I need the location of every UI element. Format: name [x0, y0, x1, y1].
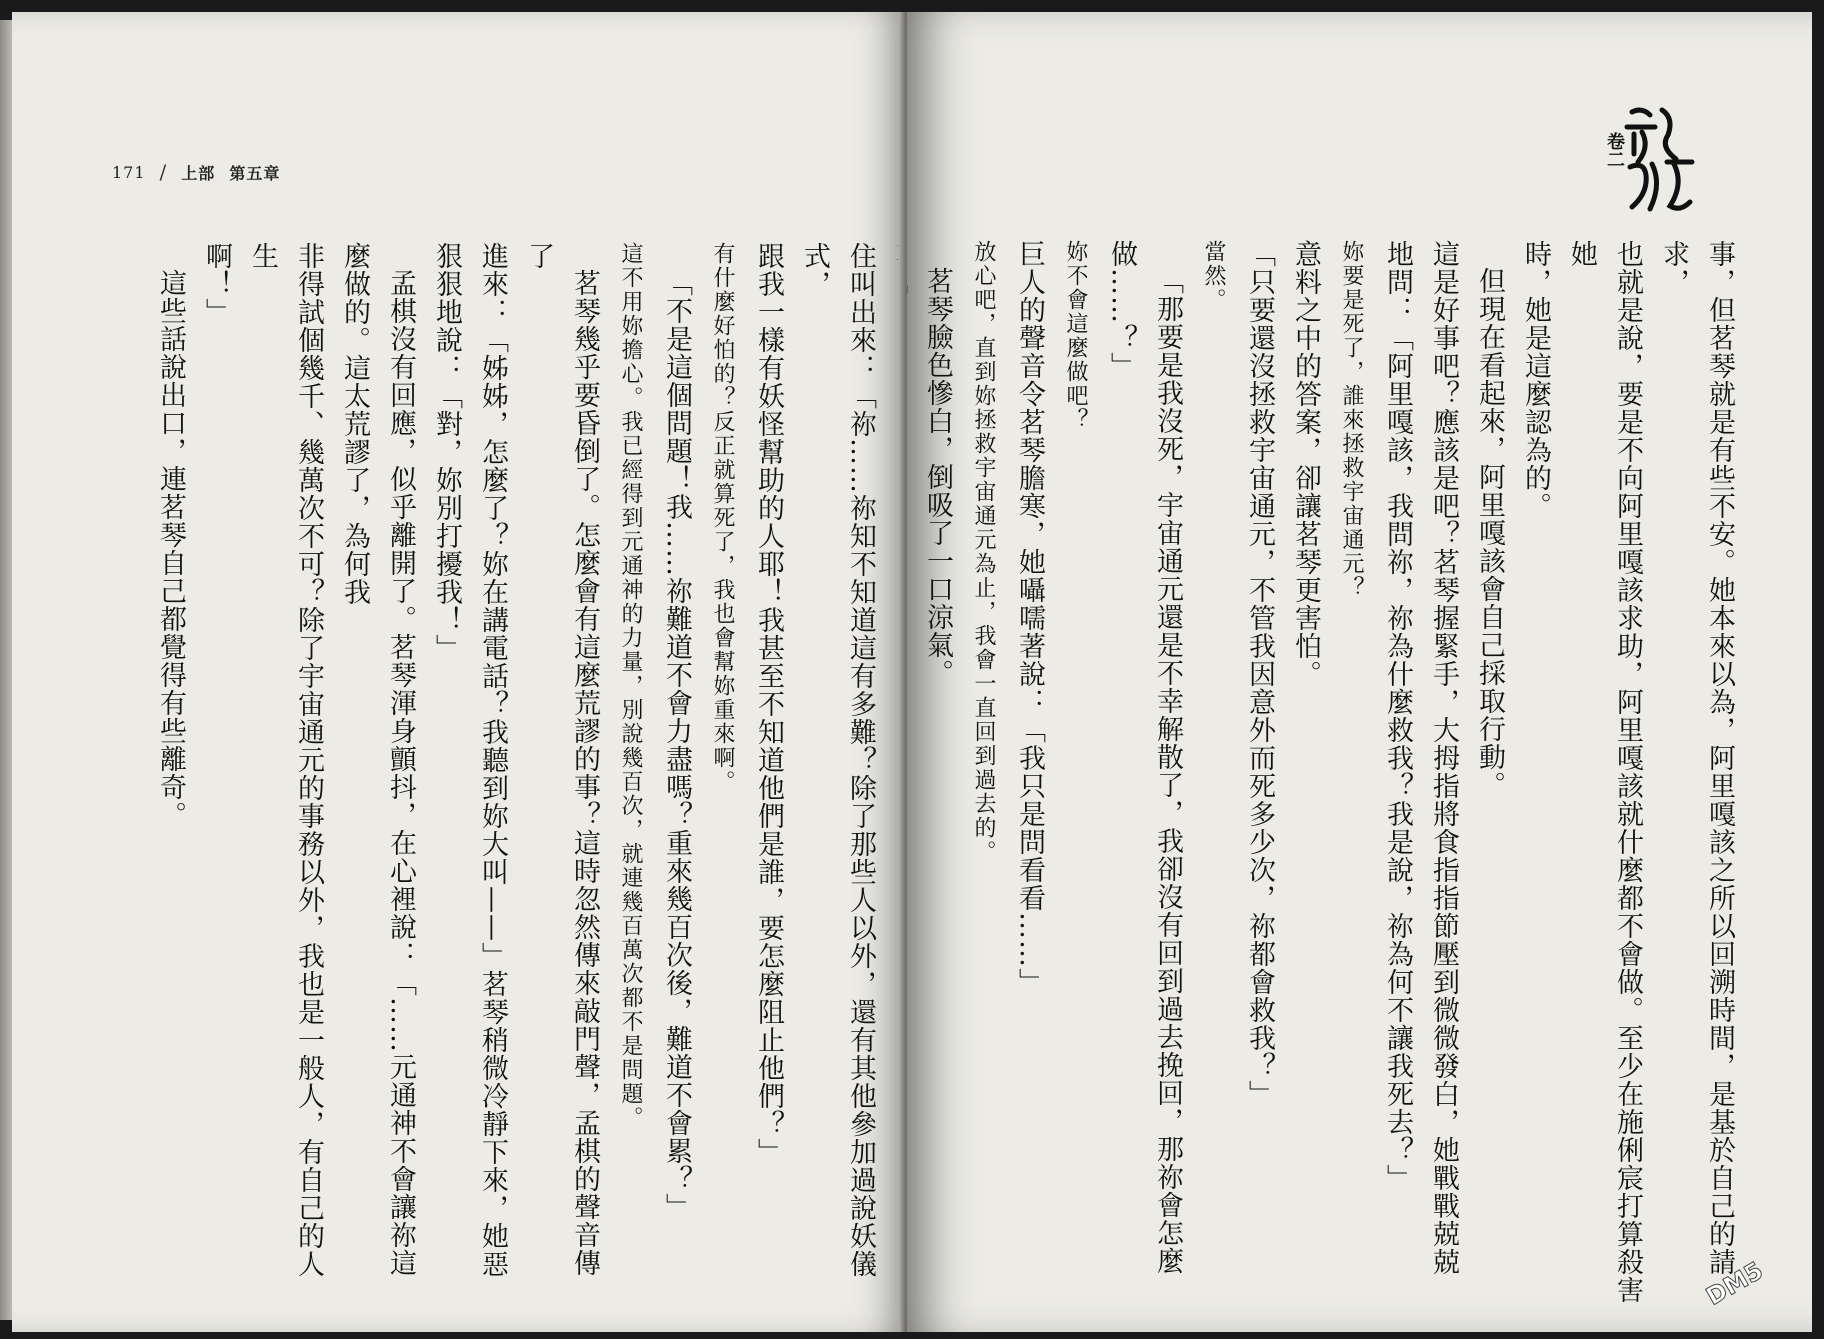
paragraph: 非得試個幾千、幾萬次不可？除了宇宙通元的事務以外，我也是一般人，有自己的人生 — [247, 242, 324, 1278]
paragraph — [907, 240, 914, 1320]
paragraph: 當然。 — [1201, 240, 1226, 312]
paragraph: 地問：「阿里嘎該，我問祢，祢為什麼救我？我是說，祢為何不讓我死去？」 — [1382, 240, 1413, 1192]
right-page — [907, 12, 1812, 1332]
chapter-label: 第五章 — [229, 163, 281, 183]
paragraph: 這些話說出口，連茗琴自己都覺得有些離奇。 — [155, 269, 186, 829]
header-slash: / — [159, 160, 168, 184]
right-body-text — [907, 240, 1742, 1320]
paragraph: 「那要是我沒死，宇宙通元還是不幸解散了，我卻沒有回到過去挽回，那祢會怎麼 — [1152, 267, 1183, 1275]
paragraph: 茗琴臉色慘白，倒吸了一口涼氣。 — [922, 267, 953, 687]
paragraph: 孟棋沒有回應，似乎離開了。茗琴渾身顫抖，在心裡說：「……元通神不會讓祢這麼做的。這太荒謬了，為何我 — [339, 242, 416, 1277]
paragraph: 妳不會這麼做吧？ — [1063, 240, 1088, 432]
page-number: 171 — [112, 162, 146, 182]
paragraph: 跟我一樣有妖怪幫助的人耶！我甚至不知道他們是誰，要怎麼阻止他們？」 — [753, 242, 784, 1166]
paragraph: 這不用妳擔心。我已經得到元通神的力量，別說幾百次，就連幾百萬次都不是問題。 — [618, 242, 643, 1130]
volume-label: 卷二 — [1604, 132, 1625, 168]
paragraph: 啊！」 — [201, 242, 232, 326]
paragraph: 時，她是這麼認為的。 — [1520, 240, 1551, 520]
left-page — [12, 12, 905, 1332]
paragraph: 巨人的聲音令茗琴膽寒，她囁嚅著說：「我只是問看看……」 — [1014, 240, 1045, 996]
paragraph: 進來：「姊姊，怎麼了？妳在講電話？我聽到妳大叫——」茗琴稍微冷靜下來，她惡狠狠地說：「對，妳別打擾我！」 — [431, 242, 508, 1278]
paragraph: 事，但茗琴就是有些不安。她本來以為，阿里嘎該之所以回溯時間，是基於自己的請求， — [1658, 240, 1735, 1276]
paragraph: 有什麼好怕的？反正就算死了，我也會幫妳重來啊。 — [710, 242, 735, 794]
paragraph: 茗琴幾乎要昏倒了。怎麼會有這麼荒謬的事？這時忽然傳來敲門聲，孟棋的聲音傳了 — [523, 242, 600, 1277]
paragraph: 妳要是死了，誰來拯救宇宙通元？ — [1339, 240, 1364, 600]
watermark-logo-icon — [1692, 1242, 1792, 1312]
left-body-text — [147, 242, 905, 1292]
part-label: 上部 — [181, 163, 216, 183]
paragraph: 做……？」 — [1106, 240, 1137, 380]
paragraph: 這是好事吧？應該是吧？茗琴握緊手，大拇指將食指指節壓到微微發白，她戰戰兢兢 — [1428, 240, 1459, 1276]
running-header — [112, 160, 280, 184]
paragraph: 住叫出來：「祢……祢知不知道這有多難？除了那些人以外，還有其他參加過說妖儀式， — [799, 242, 876, 1278]
svg-text:DM5: DM5 — [1701, 1256, 1768, 1311]
paragraph: 「只要還沒拯救宇宙通元，不管我因意外而死多少次，祢都會救我？」 — [1244, 240, 1275, 1108]
paragraph: 放心吧，直到妳拯救宇宙通元為止，我會一直回到過去的。 — [971, 240, 996, 864]
paragraph: 「不是這個問題！我……祢難道不會力盡嗎？重來幾百次後，難道不會累？」 — [661, 269, 692, 1221]
paragraph: 意料之中的答案，卻讓茗琴更害怕。 — [1290, 240, 1321, 688]
paragraph: 也就是說，要是不向阿里嘎該求助，阿里嘎該就什麼都不會做。至少在施俐宸打算殺害她 — [1566, 240, 1643, 1304]
paragraph: 但現在看起來，阿里嘎該會自己採取行動。 — [1474, 267, 1505, 799]
